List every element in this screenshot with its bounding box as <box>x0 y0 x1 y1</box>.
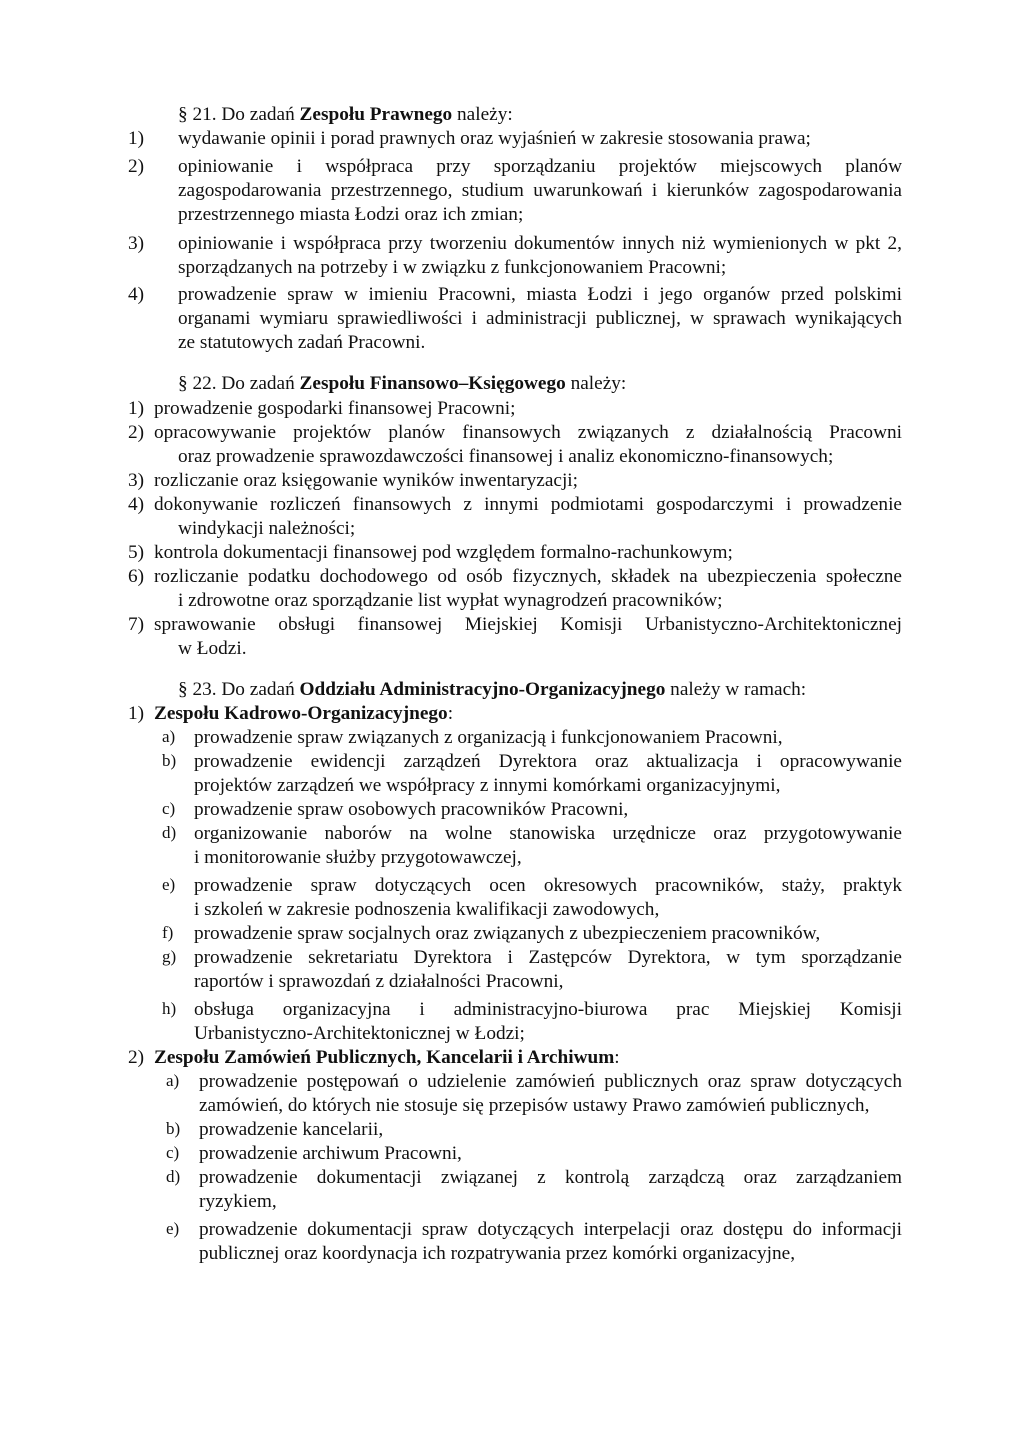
sub-item-text: prowadzenie spraw osobowych pracowników Pracowni, <box>194 799 629 820</box>
sub-letter: a) <box>166 1071 180 1090</box>
list-item-text: wydawanie opinii i porad prawnych oraz wyjaśnień w zakresie stosowania prawa; <box>178 128 811 149</box>
section-21-heading: § 21. Do zadań Zespołu Prawnego należy: <box>178 104 513 125</box>
sub-item-text: obsługa organizacyjna i administracyjno-biurowa prac Miejskiej Komisji <box>194 999 902 1020</box>
sub-letter: e) <box>166 1219 180 1238</box>
group-heading: Zespołu Zamówień Publicznych, Kancelarii i Archiwum: <box>154 1047 620 1068</box>
sub-letter: g) <box>162 947 177 966</box>
list-item-text: sprawowanie obsługi finansowej Miejskiej Komisji Urbanistyczno-Architektonicznej <box>154 614 902 635</box>
sub-letter: h) <box>162 999 177 1018</box>
section-23-heading: § 23. Do zadań Oddziału Administracyjno-Organizacyjnego należy w ramach: <box>178 679 807 700</box>
list-number: 5) <box>128 542 145 563</box>
list-number: 3) <box>128 470 145 491</box>
group-number: 1) <box>128 703 145 724</box>
list-item-text: organami wymiaru sprawiedliwości i administracji publicznej, w sprawach wynikających <box>178 308 902 329</box>
sub-item-text: zamówień, do których nie stosuje się przepisów ustawy Prawo zamówień publicznych, <box>199 1095 870 1116</box>
list-item-text: windykacji należności; <box>178 518 356 539</box>
list-item-text: opiniowanie i współpraca przy tworzeniu dokumentów innych niż wymienionych w pkt 2, <box>178 233 902 254</box>
list-number: 2) <box>128 422 145 443</box>
sub-item-text: organizowanie naborów na wolne stanowiska urzędnicze oraz przygotowywanie <box>194 823 902 844</box>
sub-item-text: i szkoleń w zakresie podnoszenia kwalifikacji zawodowych, <box>194 899 660 920</box>
list-item-text: dokonywanie rozliczeń finansowych z innymi podmiotami gospodarczymi i prowadzenie <box>154 494 902 515</box>
list-item-text: kontrola dokumentacji finansowej pod względem formalno-rachunkowym; <box>154 542 733 563</box>
sub-item-text: publicznej oraz koordynacja ich rozpatrywania przez komórki organizacyjne, <box>199 1243 796 1264</box>
list-number: 1) <box>128 398 145 419</box>
list-number: 7) <box>128 614 145 635</box>
list-number: 6) <box>128 566 145 587</box>
list-item-text: opracowywanie projektów planów finansowych związanych z działalnością Pracowni <box>154 422 902 443</box>
sub-item-text: prowadzenie postępowań o udzielenie zamówień publicznych oraz spraw dotyczących <box>199 1071 902 1092</box>
sub-letter: b) <box>162 751 177 770</box>
list-item-text: przestrzennego miasta Łodzi oraz ich zmian; <box>178 204 524 225</box>
sub-letter: c) <box>166 1143 180 1162</box>
list-item-text: w Łodzi. <box>178 638 247 659</box>
sub-item-text: Urbanistyczno-Architektonicznej w Łodzi; <box>194 1023 525 1044</box>
list-number: 4) <box>128 284 145 305</box>
sub-item-text: raportów i sprawozdań z działalności Pracowni, <box>194 971 564 992</box>
sub-item-text: prowadzenie archiwum Pracowni, <box>199 1143 462 1164</box>
sub-item-text: prowadzenie spraw dotyczących ocen okresowych pracowników, staży, praktyk <box>194 875 902 896</box>
sub-letter: d) <box>162 823 177 842</box>
sub-item-text: ryzykiem, <box>199 1191 277 1212</box>
sub-item-text: prowadzenie spraw socjalnych oraz związanych z ubezpieczeniem pracowników, <box>194 923 821 944</box>
list-number: 2) <box>128 156 145 177</box>
group-number: 2) <box>128 1047 145 1068</box>
section-22-heading: § 22. Do zadań Zespołu Finansowo–Księgowego należy: <box>178 373 627 394</box>
list-item-text: prowadzenie gospodarki finansowej Pracowni; <box>154 398 516 419</box>
sub-item-text: prowadzenie sekretariatu Dyrektora i Zastępców Dyrektora, w tym sporządzanie <box>194 947 902 968</box>
sub-letter: e) <box>162 875 176 894</box>
sub-item-text: prowadzenie dokumentacji spraw dotyczących interpelacji oraz dostępu do informacji <box>199 1219 902 1240</box>
sub-letter: f) <box>162 923 174 942</box>
sub-item-text: i monitorowanie służby przygotowawczej, <box>194 847 522 868</box>
list-number: 4) <box>128 494 145 515</box>
sub-letter: a) <box>162 727 176 746</box>
sub-letter: b) <box>166 1119 181 1138</box>
sub-item-text: prowadzenie dokumentacji związanej z kontrolą zarządczą oraz zarządzaniem <box>199 1167 902 1188</box>
sub-letter: d) <box>166 1167 181 1186</box>
list-item-text: rozliczanie podatku dochodowego od osób fizycznych, składek na ubezpieczenia społeczne <box>154 566 902 587</box>
sub-item-text: prowadzenie kancelarii, <box>199 1119 384 1140</box>
sub-item-text: projektów zarządzeń we współpracy z innymi komórkami organizacyjnymi, <box>194 775 781 796</box>
group-heading: Zespołu Kadrowo-Organizacyjnego: <box>154 703 454 724</box>
list-item-text: i zdrowotne oraz sporządzanie list wypłat wynagrodzeń pracowników; <box>178 590 723 611</box>
list-number: 1) <box>128 128 145 149</box>
list-item-text: zagospodarowania przestrzennego, studium uwarunkowań i kierunków zagospodarowania <box>178 180 902 201</box>
sub-item-text: prowadzenie spraw związanych z organizacją i funkcjonowaniem Pracowni, <box>194 727 783 748</box>
list-item-text: oraz prowadzenie sprawozdawczości finansowej i analiz ekonomiczno-finansowych; <box>178 446 834 467</box>
list-item-text: opiniowanie i współpraca przy sporządzaniu projektów miejscowych planów <box>178 156 902 177</box>
list-number: 3) <box>128 233 145 254</box>
list-item-text: ze statutowych zadań Pracowni. <box>178 332 426 353</box>
list-item-text: rozliczanie oraz księgowanie wyników inwentaryzacji; <box>154 470 579 491</box>
sub-letter: c) <box>162 799 176 818</box>
list-item-text: prowadzenie spraw w imieniu Pracowni, miasta Łodzi i jego organów przed polskimi <box>178 284 902 305</box>
list-item-text: sporządzanych na potrzeby i w związku z funkcjonowaniem Pracowni; <box>178 257 727 278</box>
sub-item-text: prowadzenie ewidencji zarządzeń Dyrektora oraz aktualizacja i opracowywanie <box>194 751 902 772</box>
